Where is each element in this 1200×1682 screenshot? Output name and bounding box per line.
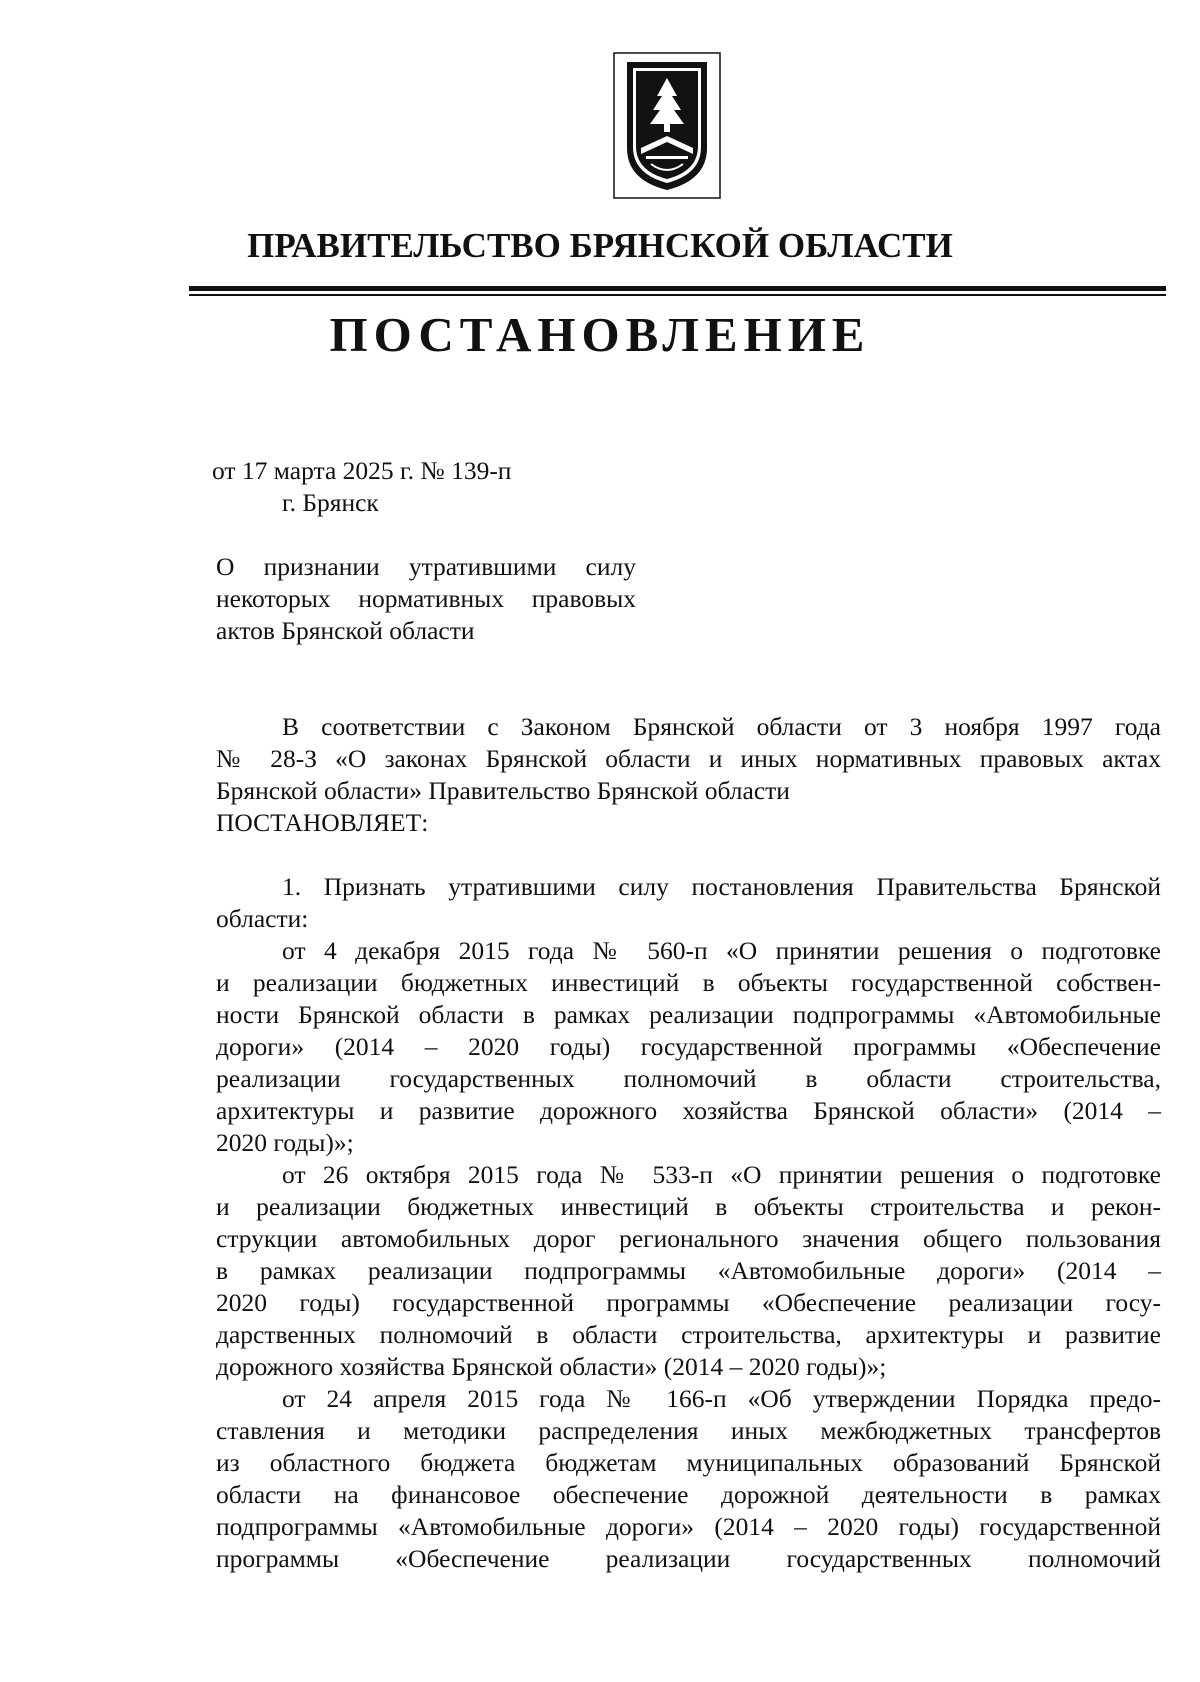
title-line: О признании утратившими силу [216,552,636,581]
city-line: г. Брянск [282,488,379,517]
act2-line: дарственных полномочий в области строительства, архитектуры и развитие [216,1320,1161,1349]
preamble-line: В соответствии с Законом Брянской области от 3 ноября 1997 года [282,712,1161,741]
item1-line: области: [216,904,309,933]
organization-name: ПРАВИТЕЛЬСТВО БРЯНСКОЙ ОБЛАСТИ [247,226,953,265]
act2-line: в рамках реализации подпрограммы «Автомобильные дороги» (2014 – [216,1256,1161,1285]
preamble-line: № 28-З «О законах Брянской области и иных нормативных правовых актах [216,744,1161,773]
header-rule-thin [189,294,1166,296]
act2-line: 2020 годы) государственной программы «Обеспечение реализации госу- [216,1288,1161,1317]
act1-line: от 4 декабря 2015 года № 560-п «О принятии решения о подготовке [282,936,1161,965]
resolves-word: ПОСТАНОВЛЯЕТ: [216,808,429,837]
act2-line: от 26 октября 2015 года № 533-п «О принятии решения о подготовке [282,1160,1161,1189]
act2-line: дорожного хозяйства Брянской области» (2014 – 2020 годы)»; [216,1352,887,1381]
act3-line: подпрограммы «Автомобильные дороги» (2014 – 2020 годы) государственной [216,1512,1161,1541]
act2-line: струкции автомобильных дорог регионального значения общего пользования [216,1224,1161,1253]
act1-line: и реализации бюджетных инвестиций в объекты государственной собствен- [216,968,1161,997]
act1-line: дороги» (2014 – 2020 годы) государственной программы «Обеспечение [216,1032,1161,1061]
act1-line: ности Брянской области в рамках реализации подпрограммы «Автомобильные [216,1000,1161,1029]
title-line: некоторых нормативных правовых [216,584,636,613]
act1-line: 2020 годы)»; [216,1128,354,1157]
act3-line: из областного бюджета бюджетам муниципальных образований Брянской [216,1448,1161,1477]
date-number-line: от 17 марта 2025 г. № 139-п [212,456,512,485]
act3-line: ставления и методики распределения иных межбюджетных трансфертов [216,1416,1161,1445]
coat-of-arms-emblem [613,52,721,199]
header-rule-thick [189,286,1166,291]
act2-line: и реализации бюджетных инвестиций в объекты строительства и рекон- [216,1192,1161,1221]
act1-line: архитектуры и развитие дорожного хозяйства Брянской области» (2014 – [216,1096,1161,1125]
act3-line: от 24 апреля 2015 года № 166-п «Об утверждении Порядка предо- [282,1384,1161,1413]
preamble-line: Брянской области» Правительство Брянской области [216,776,790,805]
title-line: актов Брянской области [216,616,475,645]
act1-line: реализации государственных полномочий в области строительства, [216,1064,1161,1093]
act3-line: программы «Обеспечение реализации государственных полномочий [216,1544,1161,1573]
act3-line: области на финансовое обеспечение дорожной деятельности в рамках [216,1480,1161,1509]
document-type: ПОСТАНОВЛЕНИЕ [329,307,871,362]
item1-line: 1. Признать утратившими силу постановления Правительства Брянской [282,872,1161,901]
